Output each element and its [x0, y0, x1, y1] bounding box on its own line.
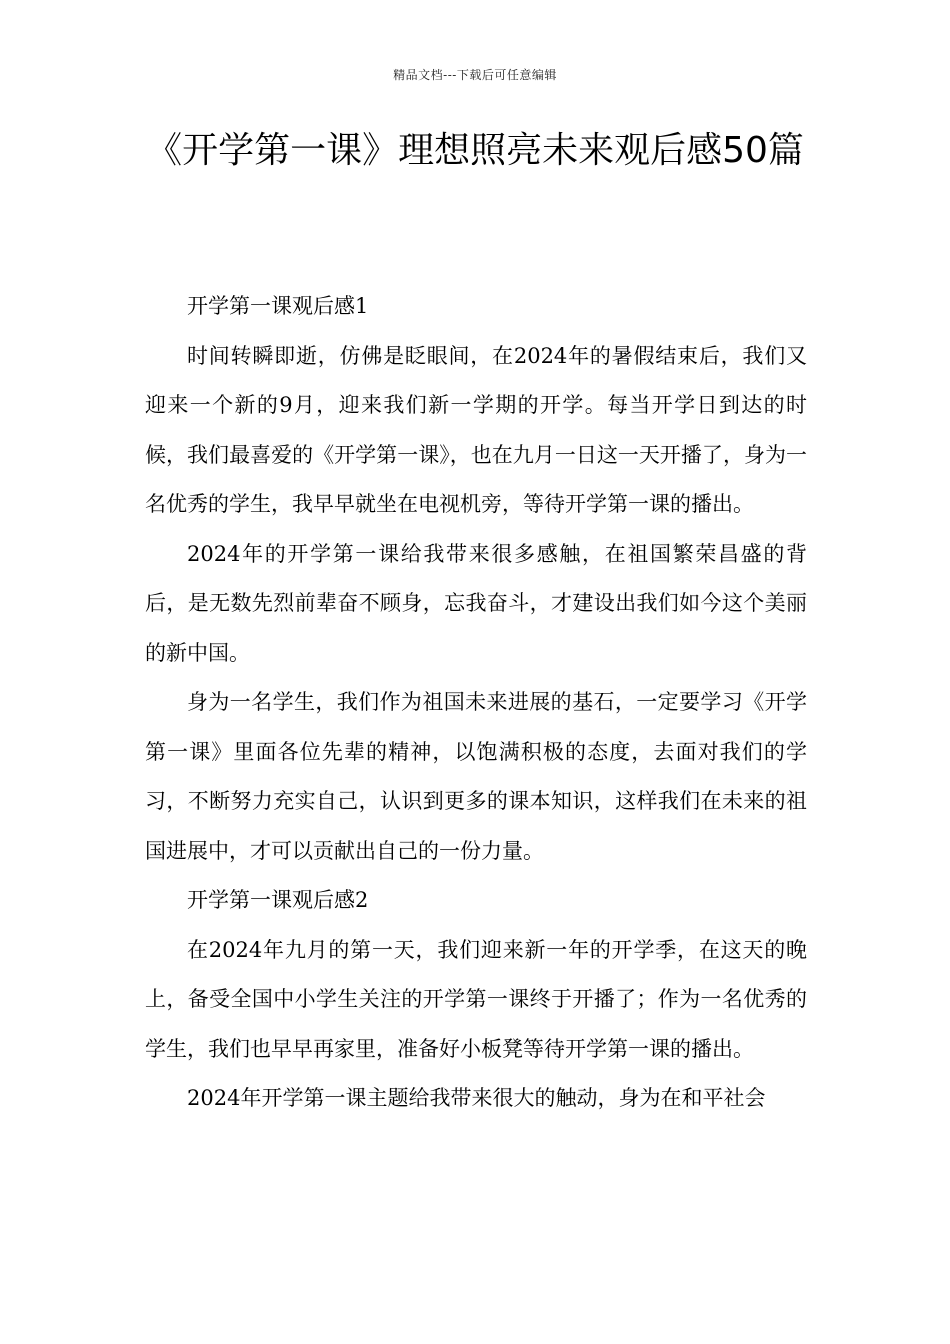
header-note: 精品文档---下载后可任意编辑	[393, 68, 557, 82]
section-heading: 开学第一课观后感1	[187, 294, 369, 318]
document-title: 《开学第一课》理想照亮未来观后感50篇	[146, 130, 804, 171]
section-heading: 开学第一课观后感2	[187, 888, 369, 912]
paragraph: 2024年的开学第一课给我带来很多感触，在祖国繁荣昌盛的背后，是无数先烈前辈奋不顾身，忘我奋斗，才建设出我们如今这个美丽的新中国。	[145, 541, 807, 665]
paragraph: 在2024年九月的第一天，我们迎来新一年的开学季，在这天的晚上，备受全国中小学生关注的开学第一课终于开播了；作为一名优秀的学生，我们也早早再家里，准备好小板凳等待开学第一课的播出。	[145, 937, 807, 1061]
paragraph: 身为一名学生，我们作为祖国未来进展的基石，一定要学习《开学第一课》里面各位先辈的精神，以饱满积极的态度，去面对我们的学习，不断努力充实自己，认识到更多的课本知识，这样我们在未来的祖国进展中，才可以贡献出自己的一份力量。	[145, 690, 807, 863]
paragraph: 时间转瞬即逝，仿佛是眨眼间，在2024年的暑假结束后，我们又迎来一个新的9月，迎来我们新一学期的开学。每当开学日到达的时候，我们最喜爱的《开学第一课》，也在九月一日这一天开播了，身为一名优秀的学生，我早早就坐在电视机旁，等待开学第一课的播出。	[145, 343, 807, 516]
paragraph: 2024年开学第一课主题给我带来很大的触动，身为在和平社会	[187, 1086, 766, 1110]
document-body	[145, 282, 807, 1124]
